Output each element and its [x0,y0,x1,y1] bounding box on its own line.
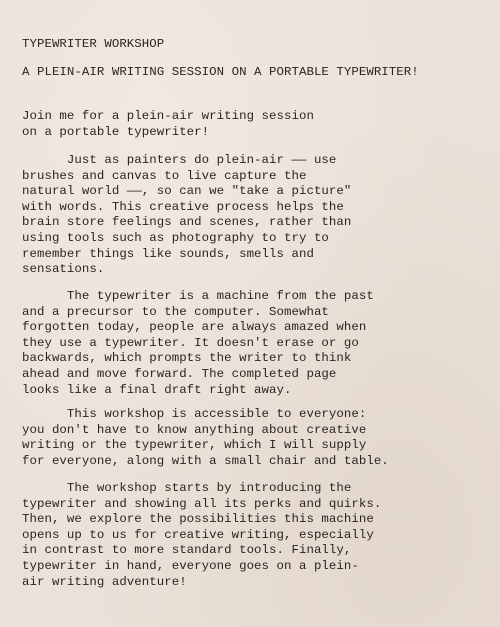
plein-air-paragraph: Just as painters do plein-air —— use brushes and canvas to live capture the natural world ——, so can we "take a picture" with words. This creative process helps the brain store feelings and scenes, rather than using tools such as photography to try to remember things like sounds, smells and sensations. [22,153,352,277]
document-subtitle: A PLEIN-AIR WRITING SESSION ON A PORTABLE TYPEWRITER! [22,65,419,79]
intro-paragraph: Join me for a plein-air writing session on a portable typewriter! [22,109,314,139]
typewriter-history-paragraph: The typewriter is a machine from the past and a precursor to the computer. Somewhat forgotten today, people are always amazed when they use a typewriter. It doesn't erase or go backwards, which prompts the writer to think ahead and move forward. The completed page looks like a final draft right away. [22,289,374,397]
document-title: TYPEWRITER WORKSHOP [22,37,165,51]
workshop-outline-paragraph: The workshop starts by introducing the typewriter and showing all its perks and quirks. Then, we explore the possibilities this machine opens up to us for creative writing, especially in contrast to more standard tools. Finally, typewriter in hand, everyone goes on a plein- air writing adventure! [22,481,382,589]
accessibility-paragraph: This workshop is accessible to everyone: you don't have to know anything about creative writing or the typewriter, which I will supply for everyone, along with a small chair and table. [22,407,389,468]
